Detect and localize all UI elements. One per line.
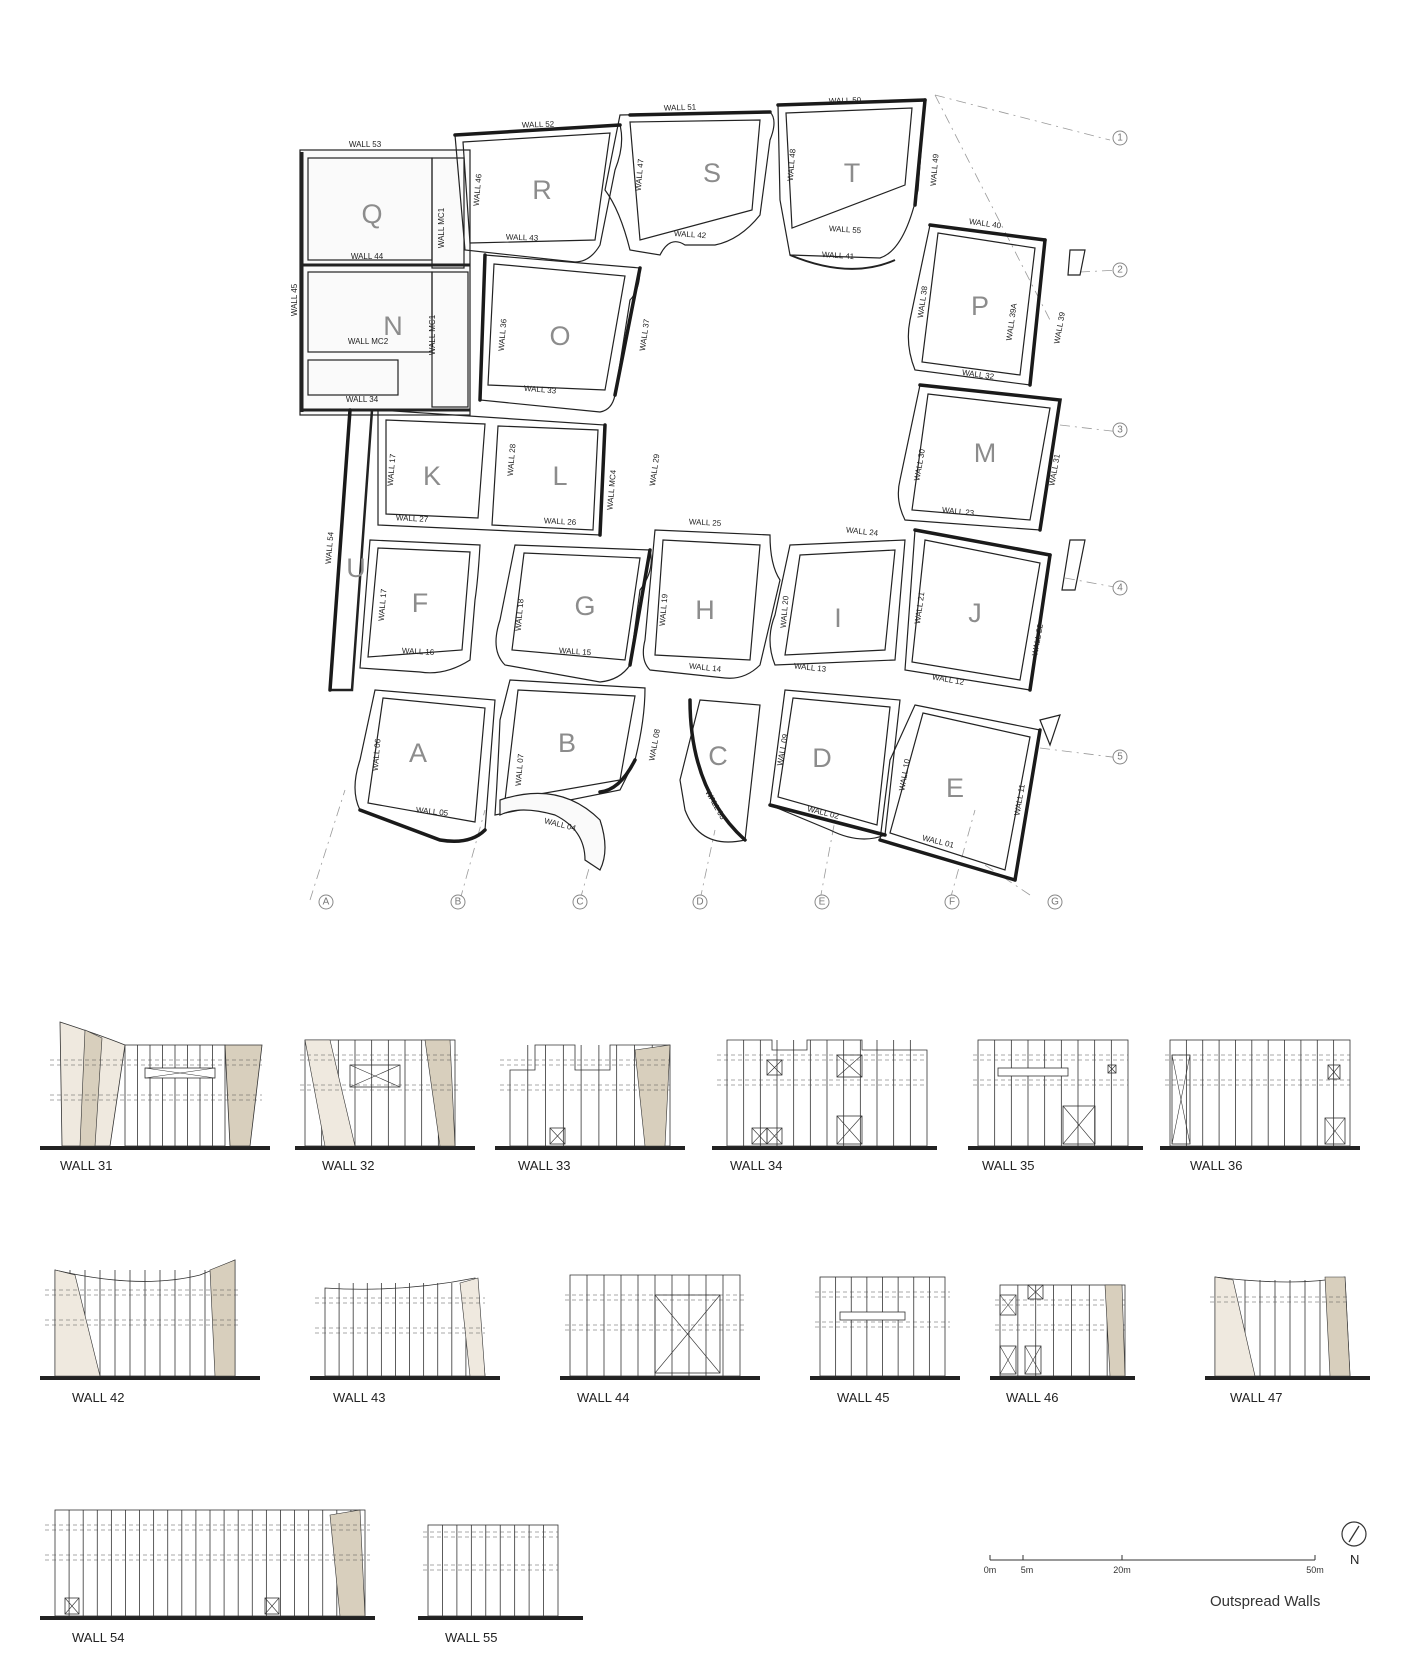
room-label-c: C	[708, 741, 728, 772]
wall-label: WALL 41	[821, 249, 855, 262]
wall-label: WALL 44	[350, 252, 384, 262]
grid-letter-b: B	[454, 896, 462, 908]
grid-letter-e: E	[818, 896, 826, 908]
wall-elevation-label: WALL 31	[60, 1158, 113, 1173]
room-label-u: U	[346, 553, 366, 584]
wall-label: WALL 50	[828, 95, 862, 106]
room-label-n: N	[383, 311, 403, 342]
wall-label: WALL 08	[647, 728, 662, 762]
wall-label: WALL 49	[928, 153, 941, 187]
wall-elevation-label: WALL 54	[72, 1630, 125, 1645]
wall-label: WALL 20	[778, 595, 791, 629]
wall-label: WALL 53	[348, 140, 382, 150]
wall-label: WALL 05	[415, 805, 449, 818]
wall-label: WALL 14	[688, 661, 722, 674]
wall-elevation-label: WALL 36	[1190, 1158, 1243, 1173]
wall-elevation-label: WALL 33	[518, 1158, 571, 1173]
grid-number-2: 2	[1117, 264, 1123, 276]
wall-elevation-label: WALL 55	[445, 1630, 498, 1645]
wall-label: WALL 48	[785, 148, 798, 182]
room-label-f: F	[411, 588, 429, 619]
grid-letter-f: F	[948, 896, 956, 908]
grid-letter-a: A	[322, 896, 330, 908]
wall-elevation-label: WALL 45	[837, 1390, 890, 1405]
wall-elevation-drawing	[40, 1250, 260, 1380]
room-label-p: P	[970, 291, 990, 322]
wall-label: WALL 28	[505, 443, 518, 477]
wall-label: WALL 42	[673, 228, 707, 241]
wall-label: WALL 39A	[1004, 302, 1019, 342]
room-label-i: I	[834, 603, 842, 634]
wall-elevation-drawing	[560, 1270, 760, 1380]
wall-label: WALL 17	[385, 453, 398, 487]
room-label-o: O	[549, 321, 571, 352]
room-label-h: H	[695, 595, 715, 626]
wall-elevation-drawing	[968, 1035, 1143, 1150]
wall-label: WALL 46	[471, 173, 484, 207]
wall-label: WALL 15	[558, 645, 592, 658]
wall-label: WALL 03	[703, 788, 728, 822]
room-label-q: Q	[361, 199, 383, 230]
wall-label: WALL 52	[521, 119, 555, 130]
sheet-title: Outspread Walls	[1210, 1593, 1321, 1610]
wall-elevation-label: WALL 43	[333, 1390, 386, 1405]
wall-elevation-label: WALL 42	[72, 1390, 125, 1405]
wall-elevation-drawing	[990, 1270, 1135, 1380]
room-label-m: M	[973, 438, 997, 469]
wall-label: WALL 34	[345, 395, 379, 405]
wall-elevation-drawing	[712, 1035, 937, 1150]
room-label-d: D	[812, 743, 832, 774]
wall-label: WALL 21	[912, 591, 927, 625]
wall-label: WALL 32	[961, 367, 995, 382]
wall-label: WALL 24	[845, 525, 879, 538]
wall-label: WALL MC4	[605, 469, 618, 511]
wall-label: WALL 18	[513, 598, 526, 632]
wall-label: WALL 25	[688, 517, 722, 528]
wall-label: WALL 23	[941, 505, 975, 518]
grid-number-5: 5	[1117, 751, 1123, 763]
wall-label: WALL 38	[915, 285, 930, 319]
wall-label: WALL 26	[543, 516, 577, 527]
wall-label: WALL MC1	[437, 207, 447, 249]
wall-elevation-drawing	[40, 1010, 270, 1150]
scale-label-0m: 0m	[983, 1565, 997, 1575]
wall-label: WALL 07	[513, 753, 526, 787]
room-label-k: K	[422, 461, 442, 492]
wall-label: WALL 13	[793, 661, 827, 674]
scale-label-50m: 50m	[1306, 1565, 1324, 1575]
north-arrow-icon	[1338, 1518, 1370, 1550]
wall-label: WALL 30	[912, 448, 927, 482]
wall-label: WALL 33	[523, 383, 557, 396]
room-label-s: S	[702, 158, 722, 189]
wall-label: WALL 01	[921, 833, 955, 850]
room-label-l: L	[552, 461, 568, 492]
grid-letter-g: G	[1051, 896, 1059, 908]
wall-label: WALL 45	[290, 283, 300, 317]
wall-label: WALL 40	[968, 216, 1002, 231]
wall-elevation-drawing	[295, 1030, 475, 1150]
wall-label: WALL MC2	[347, 337, 389, 347]
wall-elevation-label: WALL 44	[577, 1390, 630, 1405]
wall-label: WALL 10	[897, 758, 912, 792]
wall-elevation-drawing	[310, 1268, 500, 1380]
north-label: N	[1350, 1552, 1360, 1567]
wall-label: WALL 39	[1052, 311, 1067, 345]
room-label-a: A	[408, 738, 428, 769]
wall-label: WALL 09	[775, 733, 790, 767]
wall-label: WALL 55	[828, 223, 862, 236]
wall-label: WALL 02	[806, 804, 840, 821]
scale-bar	[985, 1535, 1325, 1585]
room-label-b: B	[557, 728, 577, 759]
wall-elevation-drawing	[418, 1520, 583, 1620]
wall-label: WALL 17	[376, 588, 389, 622]
grid-number-1: 1	[1117, 132, 1123, 144]
wall-label: WALL 31	[1047, 453, 1062, 487]
wall-label: WALL 04	[543, 816, 577, 833]
wall-elevation-drawing	[810, 1272, 960, 1380]
wall-elevation-label: WALL 34	[730, 1158, 783, 1173]
wall-label: WALL 43	[505, 232, 539, 243]
wall-label: WALL 54	[323, 531, 336, 565]
wall-elevation-drawing	[495, 1035, 685, 1150]
room-label-r: R	[532, 175, 552, 206]
grid-number-3: 3	[1117, 424, 1123, 436]
wall-label: WALL 27	[395, 513, 429, 524]
wall-elevation-drawing	[1205, 1272, 1370, 1380]
wall-label: WALL 29	[647, 453, 662, 487]
wall-label: WALL 12	[931, 672, 965, 687]
wall-elevation-label: WALL 46	[1006, 1390, 1059, 1405]
scale-label-5m: 5m	[1020, 1565, 1034, 1575]
wall-label: WALL 16	[401, 646, 435, 657]
wall-label: WALL 36	[496, 318, 509, 352]
wall-elevation-drawing	[1160, 1035, 1360, 1150]
wall-label: WALL 22	[1030, 623, 1045, 657]
wall-label: WALL 51	[663, 102, 697, 113]
wall-label: WALL MC1	[428, 314, 438, 356]
room-label-g: G	[574, 591, 596, 622]
scale-label-20m: 20m	[1113, 1565, 1131, 1575]
wall-elevation-label: WALL 35	[982, 1158, 1035, 1173]
wall-label: WALL 06	[370, 738, 383, 772]
wall-elevation-label: WALL 47	[1230, 1390, 1283, 1405]
grid-letter-d: D	[696, 896, 704, 908]
wall-label: WALL 19	[657, 593, 670, 627]
room-label-t: T	[843, 158, 861, 189]
grid-number-4: 4	[1117, 582, 1123, 594]
wall-elevation-label: WALL 32	[322, 1158, 375, 1173]
wall-label: WALL 47	[633, 158, 646, 192]
grid-letter-c: C	[576, 896, 584, 908]
wall-label: WALL 37	[637, 318, 652, 352]
room-label-e: E	[945, 773, 965, 804]
wall-elevation-drawing	[40, 1500, 375, 1620]
room-label-j: J	[968, 598, 982, 629]
wall-label: WALL 11	[1012, 783, 1027, 817]
